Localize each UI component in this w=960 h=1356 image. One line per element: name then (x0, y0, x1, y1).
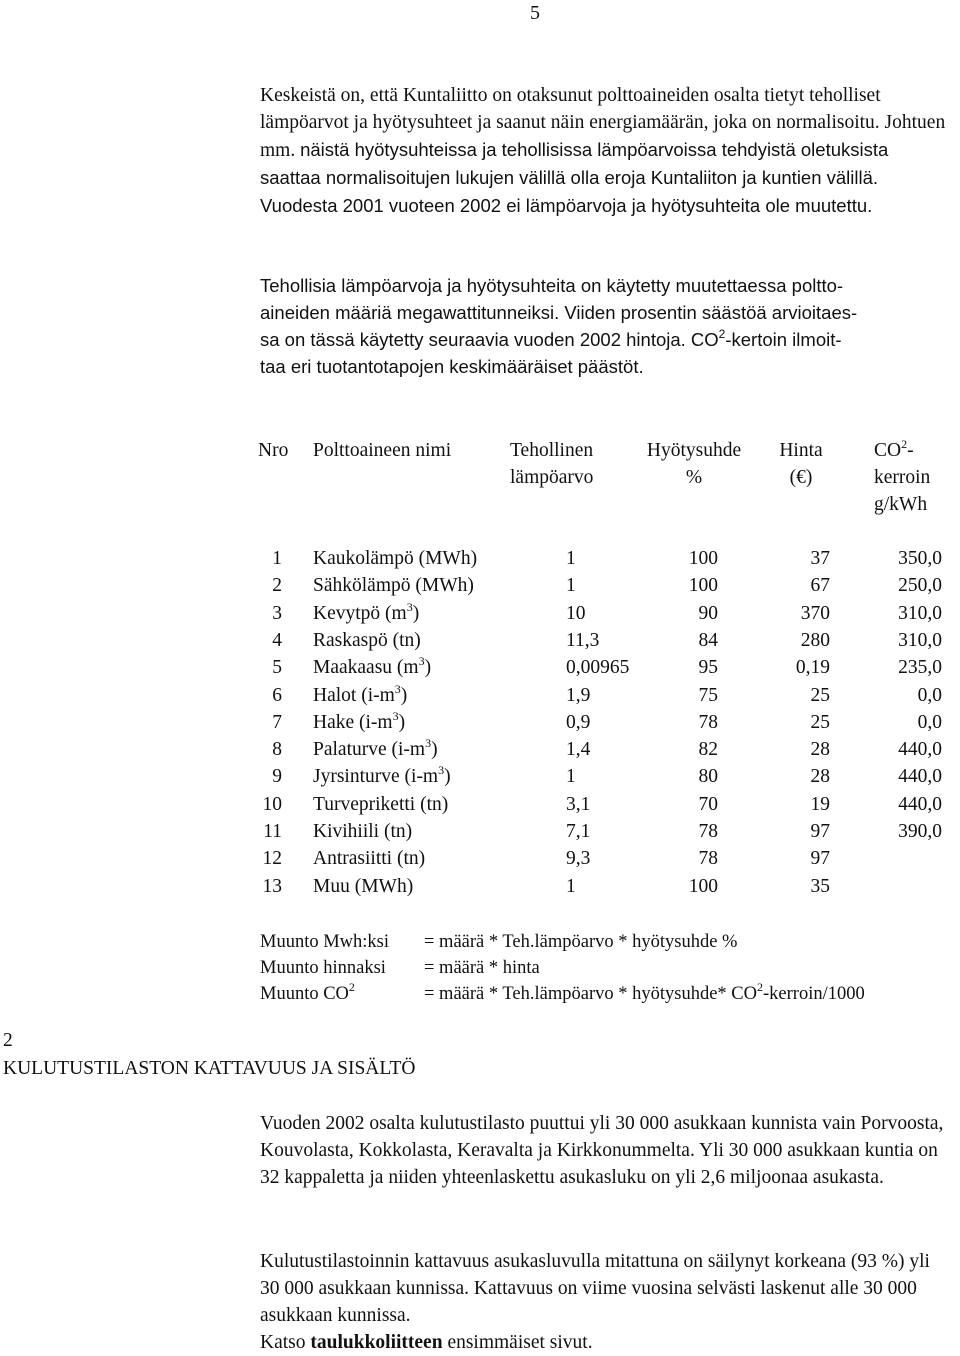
cell-hinta: 97 (810, 848, 830, 870)
cell-nro: 2 (272, 575, 282, 597)
cell-tehollinen: 1,4 (566, 739, 591, 761)
cell-hyotysuhde: 100 (688, 548, 718, 569)
table-row (0, 545, 960, 572)
cell-hinta: 28 (810, 739, 830, 761)
cell-fuel-name: Sähkölämpö (MWh) (313, 575, 474, 597)
cell-fuel-name: Maakaasu $(m^3)$ (313, 654, 432, 679)
cell-co2: 310,0 (898, 629, 942, 651)
table-row (0, 627, 960, 654)
cell-nro: 3 (272, 602, 282, 624)
cell-nro: 8 (272, 739, 282, 761)
body-paragraph-1: Vuoden 2002 osalta kulutustilasto puuttui yli 30 000 asukkaan kunnista vain Porvoosta, Kouvolasta, Kokkolasta, Keravalta ja Kirkkonummelta. Yli 30 000 asukkaan kuntia on 32 kappaletta ja niiden yhteenlaskettu asukasluku on yli 2,6 miljoonaa asukasta. (260, 1113, 944, 1188)
intro-paragraph-1 (260, 82, 950, 220)
section-title: KULUTUSTILASTON KATTAVUUS JA SISÄLTÖ (3, 1058, 416, 1079)
cell-hyotysuhde: 75 (698, 684, 718, 706)
cell-hyotysuhde: 84 (698, 629, 718, 651)
cell-hinta: 25 (810, 684, 830, 706)
cell-fuel-name: Halot $(i-m^3)$ (313, 681, 408, 706)
page-number: 5 (530, 2, 540, 24)
cell-tehollinen: 7,1 (566, 821, 591, 842)
cell-fuel-name: Kevytpö $(m^3)$ (313, 599, 420, 624)
intro-p1-sans: näistä hyötysuhteissa ja tehollisissa lämpöarvoissa tehdyistä oletuksista saattaa normalisoitujen lukujen välillä olla eroja Kuntaliiton ja kuntien välillä. Vuodesta 2001 vuoteen 2002 ei lämpöarvoja ja hyötysuhteita ole muutettu. (260, 139, 889, 216)
cell-co2: 250,0 (898, 575, 942, 597)
header-hyotysuhde: Hyötysuhde % (646, 440, 742, 488)
cell-tehollinen: 1 (566, 548, 576, 569)
body-p2-text: Kulutustilastoinnin kattavuus asukasluvulla mitattuna on säilynyt korkeana (93 %) yli 30 000 asukkaan kunnissa. Kattavuus on viime vuosina selvästi laskenut alle 30 000 asukkaan kunnissa. (260, 1251, 930, 1326)
cell-tehollinen: 1 (566, 875, 576, 897)
cell-tehollinen: 0,00965 (566, 657, 630, 679)
cell-hinta: 370 (800, 602, 830, 624)
table-row (0, 654, 960, 681)
cell-hyotysuhde: 78 (698, 848, 718, 870)
formula-label-mwh: Muunto Mwh:ksi (260, 932, 390, 952)
cell-nro: 6 (272, 684, 282, 706)
cell-hyotysuhde: 90 (698, 602, 718, 624)
cell-co2: 440,0 (898, 766, 942, 788)
cell-hinta: 25 (810, 711, 830, 733)
cell-hinta: 67 (810, 575, 830, 597)
formula-label-co2: Muunto $CO^2$ (260, 980, 355, 1004)
table-row (0, 600, 960, 627)
cell-co2: 390,0 (898, 821, 942, 842)
cell-tehollinen: 0,9 (566, 711, 591, 733)
table-row (0, 736, 960, 763)
cell-nro: 11 (263, 821, 282, 842)
cell-hinta: 28 (810, 766, 830, 788)
table-row (0, 845, 960, 872)
cell-fuel-name: Antrasiitti (tn) (313, 848, 426, 870)
appendix-reference: taulukkoliitteen (310, 1332, 443, 1353)
cell-fuel-name: Jyrsinturve $(i-m^3)$ (313, 763, 451, 788)
intro-p2-line4: taa eri tuotantotapojen keskimääräiset päästöt. (260, 356, 644, 377)
table-row (0, 709, 960, 736)
table-row (0, 873, 960, 900)
cell-fuel-name: Muu (MWh) (313, 875, 414, 897)
cell-tehollinen: 1 (566, 575, 576, 597)
cell-hinta: 280 (800, 629, 830, 651)
formula-expr-mwh: = määrä * Teh.lämpöarvo * hyötysuhde % (424, 932, 738, 952)
intro-p2-line1: Tehollisia lämpöarvoja ja hyötysuhteita on käytetty muutettaessa poltto- (260, 275, 844, 296)
table-row (0, 791, 960, 818)
cell-fuel-name: Kivihiili (tn) (313, 821, 413, 842)
intro-paragraph-2 (260, 272, 950, 380)
table-row (0, 682, 960, 709)
intro-p2-line3: sa on tässä käytetty seuraavia vuoden 2002 hintoja. $CO^2$-kertoin ilmoit- (260, 327, 842, 350)
cell-co2: 235,0 (898, 657, 942, 679)
table-row (0, 572, 960, 599)
body-paragraph-2: Kulutustilastoinnin kattavuus asukasluvulla mitattuna on säilynyt korkeana (93 %) yli 30 000 asukkaan kunnissa. Kattavuus on viime vuosina selvästi laskenut alle 30 000 asukkaan kunnissa. Katso taulukkoliitteen ensimmäiset sivut. (260, 1251, 930, 1353)
cell-nro: 1 (272, 548, 282, 569)
cell-hinta: 35 (810, 875, 830, 897)
cell-co2: 0,0 (917, 684, 942, 706)
cell-tehollinen: 1,9 (566, 684, 591, 706)
cell-hyotysuhde: 95 (698, 657, 718, 679)
cell-hinta: 19 (810, 793, 830, 815)
header-hinta: Hinta (€) (779, 440, 823, 488)
cell-tehollinen: 9,3 (566, 848, 591, 870)
cell-tehollinen: 10 (566, 602, 586, 624)
cell-nro: 9 (272, 766, 282, 788)
cell-fuel-name: Palaturve $(i-m^3)$ (313, 736, 438, 761)
cell-hyotysuhde: 78 (698, 711, 718, 733)
intro-p1-serif: Keskeistä on, että Kuntaliitto on otaksunut polttoaineiden osalta tietyt teholliset lämpöarvot ja hyötysuhteet ja saanut näin energiamäärän, joka on normalisoitu. Johtuen mm. (260, 85, 946, 161)
table-row (0, 763, 960, 790)
cell-tehollinen: 1 (566, 766, 576, 788)
header-nro: Nro (258, 440, 289, 461)
cell-co2: 0,0 (917, 711, 942, 733)
cell-hinta: 37 (810, 548, 830, 569)
cell-co2: 350,0 (898, 548, 942, 569)
cell-co2: 440,0 (898, 793, 942, 815)
intro-p2-line2: aineiden määriä megawattitunneiksi. Viiden prosentin säästöä arvioitaes- (260, 302, 858, 323)
section-number: 2 (3, 1030, 13, 1051)
cell-hinta: 97 (810, 821, 830, 842)
cell-nro: 5 (272, 657, 282, 679)
cell-nro: 10 (262, 793, 282, 815)
cell-hyotysuhde: 70 (698, 793, 718, 815)
cell-hyotysuhde: 100 (688, 575, 718, 597)
formula-label-price: Muunto hinnaksi (260, 958, 386, 978)
header-tehollinen: Tehollinen lämpöarvo (510, 440, 594, 488)
cell-co2: 310,0 (898, 602, 942, 624)
header-name: Polttoaineen nimi (313, 440, 452, 461)
cell-hinta: 0,19 (795, 657, 830, 679)
cell-tehollinen: 11,3 (566, 629, 600, 651)
formula-expr-price: = määrä * hinta (424, 958, 540, 978)
cell-tehollinen: 3,1 (566, 793, 591, 815)
formula-expr-co2: = määrä * Teh.lämpöarvo * hyötysuhde* $CO^2-kerroin/1000$ (424, 980, 865, 1004)
cell-fuel-name: Hake $(i-m^3)$ (313, 708, 406, 733)
cell-fuel-name: Raskaspö (tn) (313, 629, 421, 651)
header-co2-kerroin: $CO^2-$ kerroin g/kWh (874, 437, 931, 515)
cell-fuel-name: Kaukolämpö (MWh) (313, 548, 478, 569)
cell-hyotysuhde: 82 (698, 739, 718, 761)
cell-hyotysuhde: 78 (698, 821, 718, 842)
cell-nro: 4 (272, 629, 282, 651)
cell-nro: 12 (262, 848, 282, 870)
cell-fuel-name: Turvepriketti (tn) (313, 793, 449, 815)
cell-nro: 13 (262, 875, 282, 897)
cell-co2: 440,0 (898, 739, 942, 761)
cell-nro: 7 (272, 711, 282, 733)
cell-hyotysuhde: 100 (688, 875, 718, 897)
table-row (0, 818, 960, 845)
cell-hyotysuhde: 80 (698, 766, 718, 788)
